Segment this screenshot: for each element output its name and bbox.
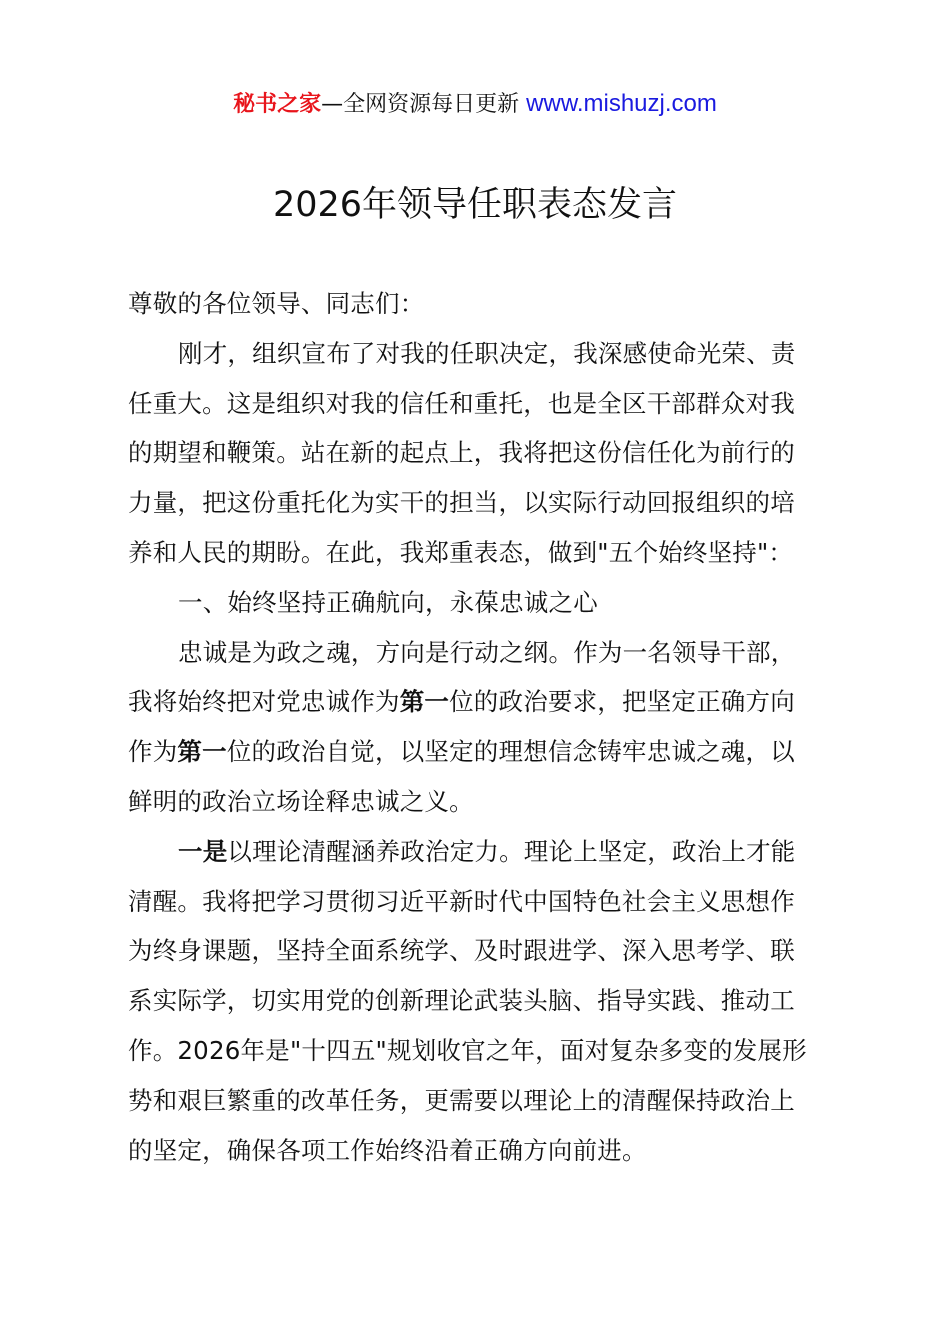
text-segment: 尊敬的各位领导、同志们：: [128, 289, 425, 318]
document-title: 2026年领导任职表态发言: [272, 185, 678, 225]
text-segment: 一、始终坚持正确航向，永葆忠诚之心: [178, 587, 598, 617]
text-segment: 系实际学，切实用党的创新理论武装头脑、指导实践、推动工: [128, 986, 795, 1016]
text-line: [128, 1082, 838, 1132]
text-line: [128, 883, 838, 933]
site-header: [0, 88, 950, 121]
text-line: [128, 434, 838, 484]
bold-text: 第一: [177, 737, 227, 767]
text-segment: 我将始终把对党忠诚作为: [128, 687, 400, 717]
text-segment: 为终身课题，坚持全面系统学、及时跟进学、深入思考学、联: [128, 936, 795, 966]
text-segment: 作。2026年是"十四五"规划收官之年，面对复杂多变的发展形: [128, 1035, 807, 1065]
text-line: [128, 932, 838, 982]
text-line: [128, 484, 838, 534]
text-line: [128, 982, 838, 1032]
text-segment: 任重大。这是组织对我的信任和重托，也是全区干部群众对我: [128, 388, 795, 418]
text-segment: 忠诚是为政之魂，方向是行动之纲。作为一名领导干部，: [178, 637, 796, 667]
text-line: [128, 385, 838, 435]
text-line: [128, 335, 838, 385]
document-body: [128, 285, 838, 1181]
text-segment: 作为: [128, 737, 178, 767]
bold-text: 第一: [399, 687, 450, 717]
text-line: [128, 1132, 838, 1182]
text-segment: 养和人民的期盼。在此，我郑重表态，做到"五个始终坚持"：: [128, 537, 794, 567]
text-segment: 力量，把这份重托化为实干的担当，以实际行动回报组织的培: [128, 488, 795, 518]
text-line: [128, 634, 838, 684]
text-segment: 以理论清醒涵养政治定力。理论上坚定，政治上才能: [227, 836, 796, 866]
text-segment: 的期望和鞭策。站在新的起点上，我将把这份信任化为前行的: [128, 438, 795, 468]
site-url-link[interactable]: www.mishuzj.com: [526, 90, 717, 117]
text-segment: 势和艰巨繁重的改革任务，更需要以理论上的清醒保持政治上: [128, 1085, 795, 1115]
text-segment: 刚才，组织宣布了对我的任职决定，我深感使命光荣、责: [178, 338, 796, 368]
text-line: [128, 683, 838, 733]
text-segment: 的坚定，确保各项工作始终沿着正确方向前进。: [128, 1135, 647, 1165]
text-line: [128, 733, 838, 783]
text-segment: 鲜明的政治立场诠释忠诚之义。: [128, 786, 474, 816]
text-line: [128, 584, 838, 634]
text-line: [128, 783, 838, 833]
brand-name: 秘书之家: [233, 92, 322, 117]
bold-text: 一是: [178, 836, 228, 866]
text-segment: 位的政治要求，把坚定正确方向: [449, 687, 795, 717]
header-slogan: —全网资源每日更新: [321, 92, 527, 117]
text-line: [128, 285, 838, 335]
text-line: [128, 833, 838, 883]
text-segment: 位的政治自觉，以坚定的理想信念铸牢忠诚之魂，以: [226, 737, 795, 767]
text-segment: 清醒。我将把学习贯彻习近平新时代中国特色社会主义思想作: [128, 886, 795, 916]
text-line: [128, 534, 838, 584]
text-line: [128, 1032, 838, 1082]
